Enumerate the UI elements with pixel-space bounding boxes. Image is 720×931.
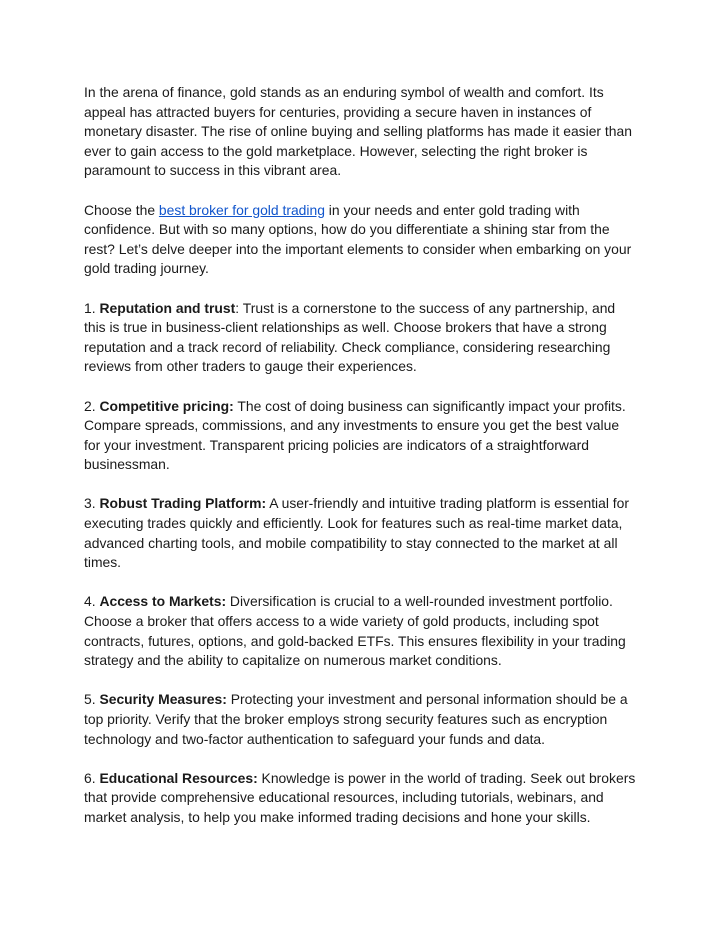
choose-text-after: in your needs and enter gold trading with confidence. But with so many options, how do you differentiate a shining star from the rest? Let’s delve deeper into the important elements to consider when embarking on your gold trading journey. [84,201,632,277]
intro-paragraph: In the arena of finance, gold stands as an enduring symbol of wealth and comfort. Its appeal has attracted buyers for centuries, providing a secure haven in instances of monetary disaster. The rise of online buying and selling platforms has made it easier than ever to gain access to the gold marketplace. However, selecting the right broker is paramount to success in this vibrant area. [84,84,632,179]
item-body: Protecting your investment and personal information should be a top priority. Verify that the broker employs strong security features such as encryption technology and two-factor authentication to safeguard your funds and data. [84,691,628,747]
list-item-education [84,769,636,828]
list-item-pricing [84,397,636,475]
item-title: Robust Trading Platform: [99,495,267,512]
item-body: Diversification is crucial to a well-rounded investment portfolio. Choose a broker that offers access to a wide variety of gold products, including spot contracts, futures, options, and gold-backed ETFs. This ensures flexibility in your trading strategy and the ability to capitalize on numerous market conditions. [84,593,626,669]
list-item-reputation [84,299,636,377]
item-title: Security Measures: [99,691,227,708]
list-item-platform [84,494,636,572]
item-body: A user-friendly and intuitive trading platform is essential for executing trades quickly and efficiently. Look for features such as real-time market data, advanced charting tools, and mobile compatibility to stay connected to the market at all times. [84,495,630,571]
item-title: Reputation and trust [99,299,236,316]
best-broker-link[interactable]: best broker for gold trading [158,201,325,218]
item-number: 4. [84,593,100,610]
item-body: Knowledge is power in the world of trading. Seek out brokers that provide comprehensive educational resources, including tutorials, webinars, and market analysis, to help you make informed trading decisions and hone your skills. [84,769,636,825]
choose-paragraph [84,201,636,279]
item-body: The cost of doing business can significantly impact your profits. Compare spreads, commissions, and any investments to ensure you get the best value for your investment. Transparent pricing policies are indicators of a straightforward businessman. [84,397,626,473]
choose-text-before: Choose the [84,201,159,218]
item-number: 1. [84,299,100,316]
item-title: Competitive pricing: [99,397,234,414]
list-item-security [84,690,636,749]
item-number: 3. [84,495,100,512]
document-body [84,83,636,847]
item-number: 6. [84,769,100,786]
item-title: Access to Markets: [99,593,227,610]
list-item-markets [84,592,636,670]
item-number: 5. [84,691,100,708]
item-number: 2. [84,397,100,414]
item-body: : Trust is a cornerstone to the success of any partnership, and this is true in business-client relationships as well. Choose brokers that have a strong reputation and a track record of reliability. Check compliance, considering researching reviews from other traders to gauge their experiences. [84,299,616,375]
item-title: Educational Resources: [99,769,258,786]
